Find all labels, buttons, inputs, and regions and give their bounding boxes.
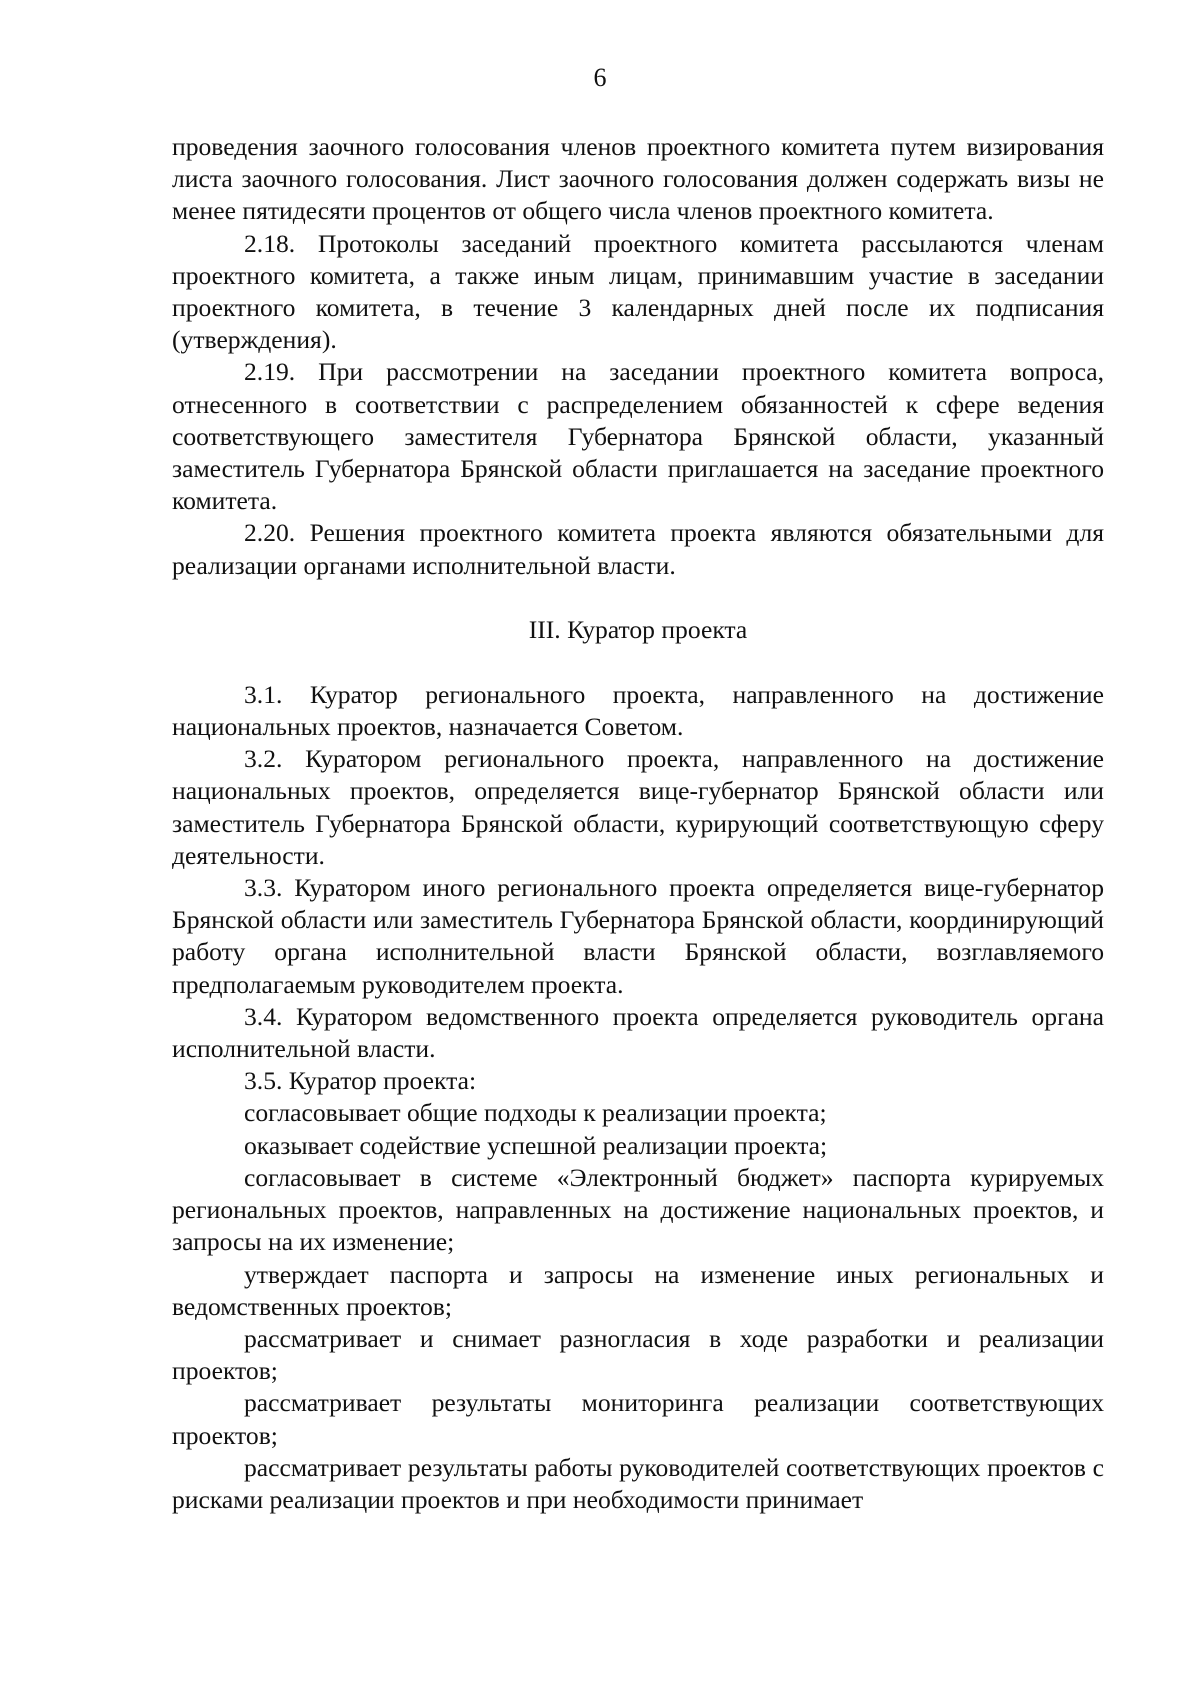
document-body	[172, 131, 1104, 1516]
paragraph: рассматривает результаты мониторинга реализации соответствующих проектов;	[172, 1388, 1104, 1450]
paragraph: согласовывает общие подходы к реализации проекта;	[244, 1098, 827, 1128]
paragraph: 3.1. Куратор регионального проекта, направленного на достижение национальных проектов, назначается Советом.	[172, 679, 1104, 742]
paragraph: 3.2. Куратором регионального проекта, направленного на достижение национальных проектов, определяется вице-губернатор Брянской области или заместитель Губернатора Брянской области, курирующий соответствующую сферу деятельности.	[172, 744, 1104, 870]
paragraph: рассматривает результаты работы руководителей соответствующих проектов с рисками реализации проектов и при необходимости принимает	[172, 1452, 1104, 1514]
paragraph: проведения заочного голосования членов проектного комитета путем визирования листа заочного голосования. Лист заочного голосования должен содержать визы не менее пятидесяти процентов от общего числа членов проектного комитета.	[172, 132, 1104, 226]
paragraph: согласовывает в системе «Электронный бюджет» паспорта курируемых региональных проектов, направленных на достижение национальных проектов, и запросы на их изменение;	[172, 1162, 1104, 1257]
paragraph: 3.5. Куратор проекта:	[244, 1066, 477, 1096]
paragraph: рассматривает и снимает разногласия в ходе разработки и реализации проектов;	[172, 1323, 1104, 1386]
paragraph: утверждает паспорта и запросы на изменение иных региональных и ведомственных проектов;	[172, 1259, 1104, 1321]
page-number: 6	[593, 63, 607, 92]
section-heading: III. Куратор проекта	[528, 614, 748, 644]
paragraph: 2.20. Решения проектного комитета проекта являются обязательными для реализации органами исполнительной власти.	[172, 518, 1104, 580]
paragraph: 3.4. Куратором ведомственного проекта определяется руководитель органа исполнительной власти.	[172, 1001, 1104, 1064]
paragraph: 2.18. Протоколы заседаний проектного комитета рассылаются членам проектного комитета, а также иным лицам, принимавшим участие в заседании проектного комитета, в течение 3 календарных дней после их подписания (утверждения).	[172, 228, 1104, 355]
paragraph: 3.3. Куратором иного регионального проекта определяется вице-губернатор Брянской области или заместитель Губернатора Брянской области, координирующий работу органа исполнительной власти Брянской области, возглавляемого предполагаемым руководителем проекта.	[172, 873, 1104, 999]
section-ii-continuation	[172, 131, 1104, 582]
paragraph: 2.19. При рассмотрении на заседании проектного комитета вопроса, отнесенного в соответствии с распределением обязанностей к сфере ведения соответствующего заместителя Губернатора Брянской области, указанный заместитель Губернатора Брянской области приглашается на заседание проектного комитета.	[172, 357, 1104, 516]
paragraph: оказывает содействие успешной реализации проекта;	[244, 1130, 828, 1160]
section-iii-body	[172, 679, 1104, 1516]
